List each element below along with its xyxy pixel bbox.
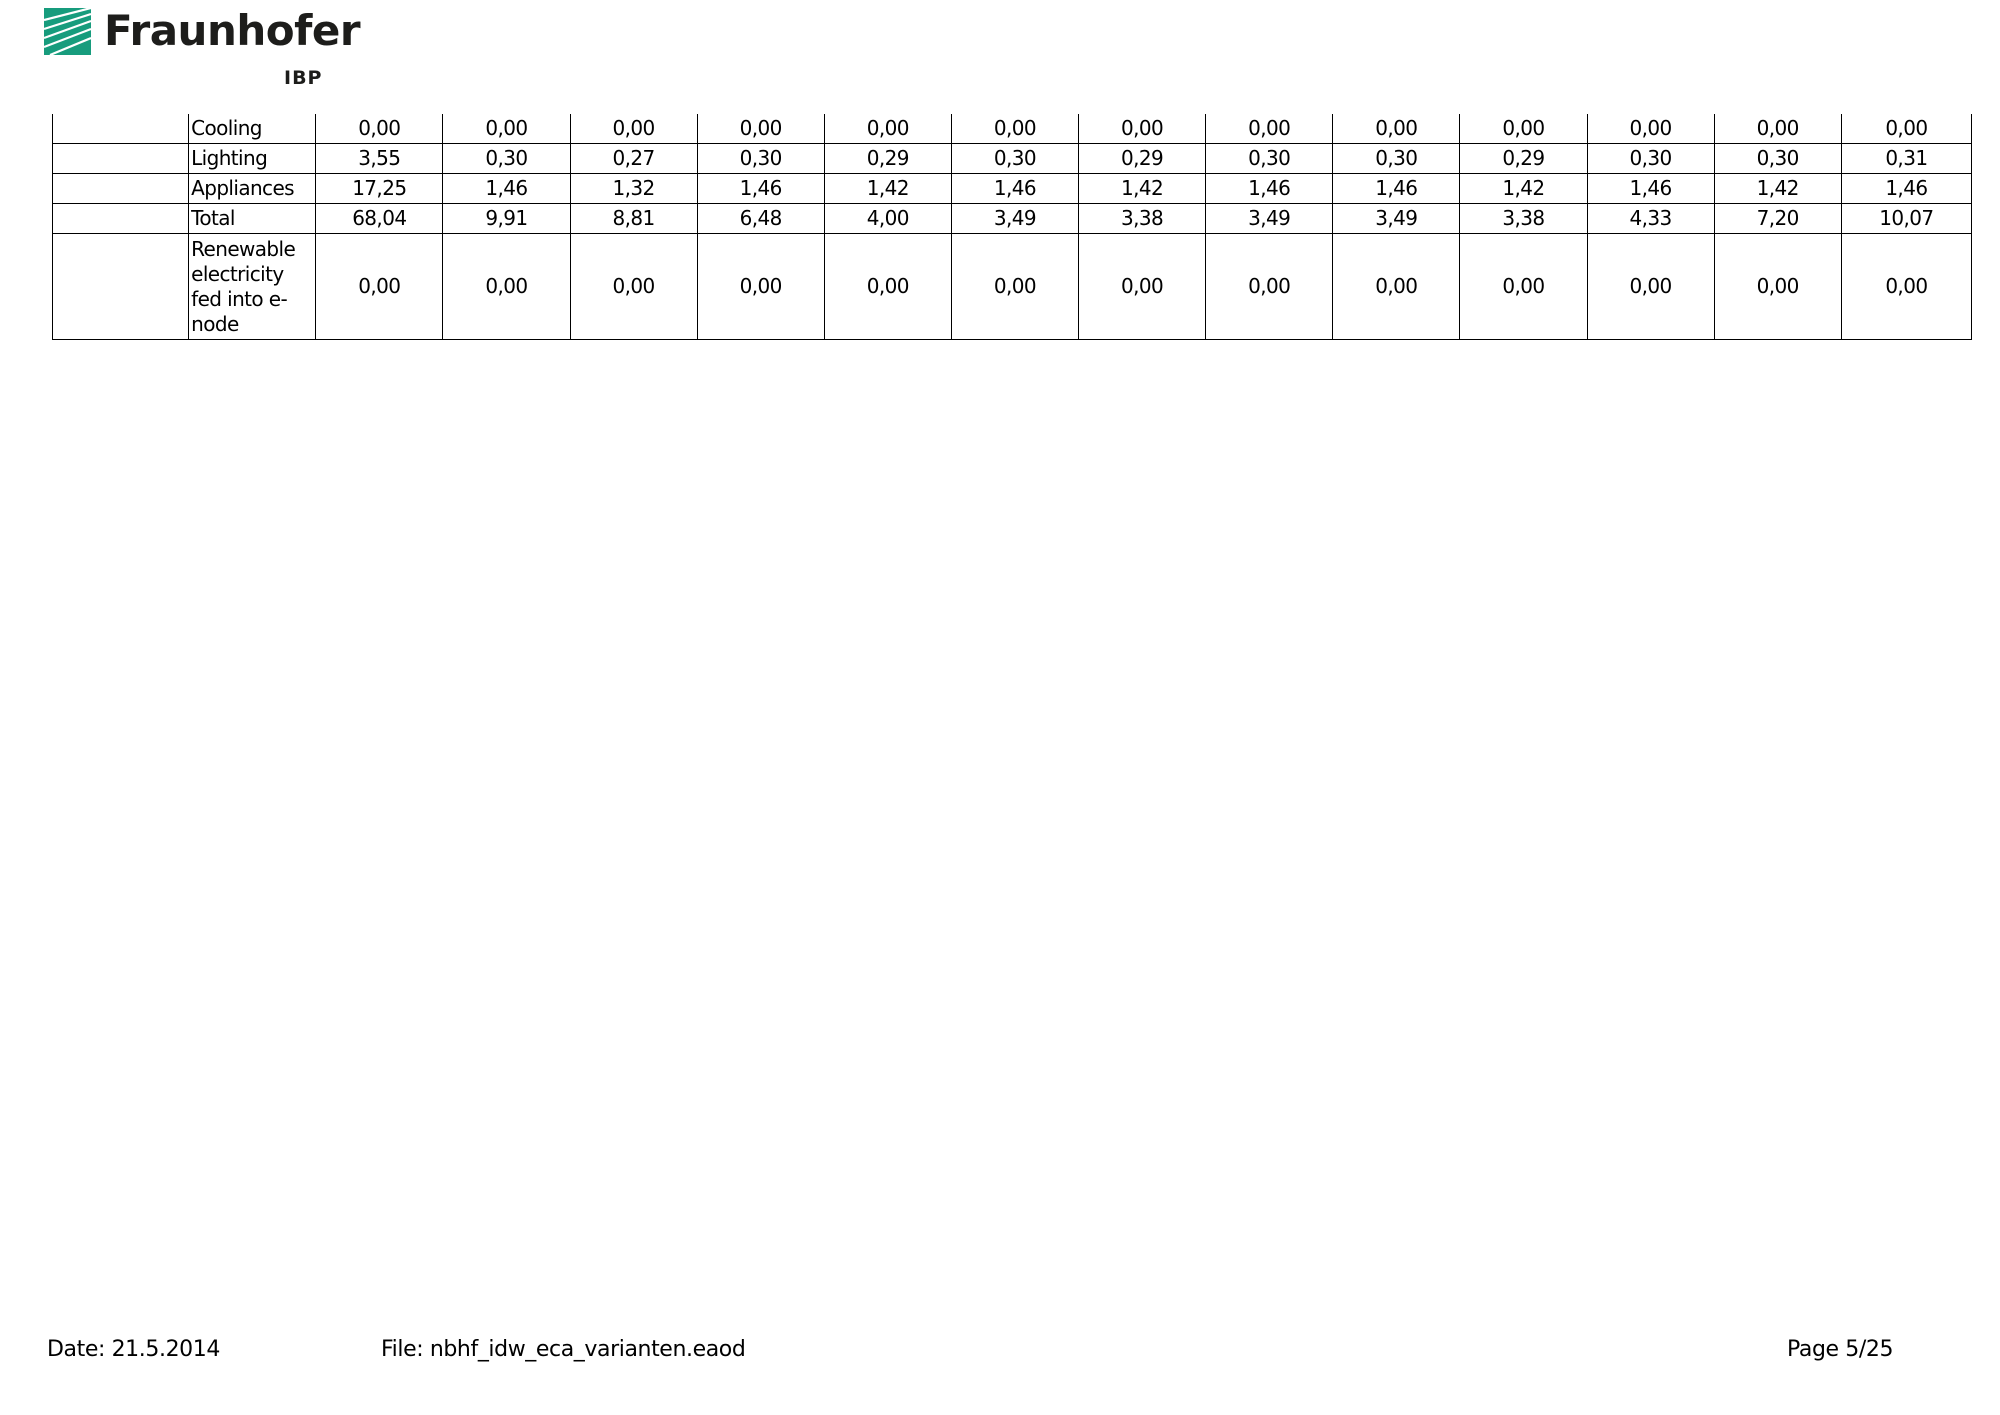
group-cell (53, 144, 189, 174)
group-cell (53, 234, 189, 340)
value-cell: 4,00 (824, 204, 951, 234)
table-row (53, 174, 1972, 204)
value-cell: 0,30 (1333, 144, 1460, 174)
value-cell: 68,04 (316, 204, 443, 234)
value-cell: 3,55 (316, 144, 443, 174)
group-cell (53, 204, 189, 234)
value-cell: 1,42 (1460, 174, 1587, 204)
value-cell: 0,00 (697, 234, 824, 340)
group-cell (53, 174, 189, 204)
footer-file: File: nbhf_idw_eca_varianten.eaod (381, 1337, 746, 1362)
value-cell: 1,46 (1333, 174, 1460, 204)
footer-date: Date: 21.5.2014 (47, 1337, 220, 1362)
value-cell: 0,00 (1460, 114, 1587, 144)
value-cell: 0,00 (1587, 114, 1714, 144)
value-cell: 9,91 (443, 204, 570, 234)
value-cell: 1,46 (443, 174, 570, 204)
value-cell: 0,30 (1206, 144, 1333, 174)
table-row (53, 144, 1972, 174)
value-cell: 0,00 (1841, 234, 1971, 340)
value-cell: 1,46 (1587, 174, 1714, 204)
brand-name: Fraunhofer (104, 6, 361, 55)
value-cell: 0,00 (570, 234, 697, 340)
value-cell: 0,00 (316, 234, 443, 340)
value-cell: 0,00 (1841, 114, 1971, 144)
value-cell: 0,00 (824, 114, 951, 144)
value-cell: 0,30 (697, 144, 824, 174)
value-cell: 0,30 (443, 144, 570, 174)
value-cell: 3,38 (1079, 204, 1206, 234)
value-cell: 0,00 (1714, 114, 1841, 144)
value-cell: 17,25 (316, 174, 443, 204)
value-cell: 6,48 (697, 204, 824, 234)
value-cell: 7,20 (1714, 204, 1841, 234)
value-cell: 0,30 (1714, 144, 1841, 174)
value-cell: 0,00 (316, 114, 443, 144)
value-cell: 0,00 (1079, 114, 1206, 144)
value-cell: 0,00 (1460, 234, 1587, 340)
value-cell: 0,00 (1206, 114, 1333, 144)
value-cell: 0,00 (1206, 234, 1333, 340)
value-cell: 1,46 (1206, 174, 1333, 204)
value-cell: 1,42 (824, 174, 951, 204)
value-cell: 0,00 (443, 234, 570, 340)
value-cell: 0,00 (824, 234, 951, 340)
value-cell: 3,49 (1206, 204, 1333, 234)
value-cell: 0,00 (951, 114, 1078, 144)
group-cell (53, 114, 189, 144)
row-label: Cooling (189, 114, 316, 144)
value-cell: 1,42 (1079, 174, 1206, 204)
value-cell: 1,46 (1841, 174, 1971, 204)
value-cell: 0,00 (1079, 234, 1206, 340)
value-cell: 0,00 (1714, 234, 1841, 340)
value-cell: 0,29 (1460, 144, 1587, 174)
value-cell: 0,31 (1841, 144, 1971, 174)
row-label: Renewable electricity fed into e-node (189, 234, 316, 340)
fraunhofer-mark-icon (44, 8, 91, 55)
value-cell: 0,00 (1587, 234, 1714, 340)
value-cell: 0,30 (1587, 144, 1714, 174)
row-label: Appliances (189, 174, 316, 204)
value-cell: 4,33 (1587, 204, 1714, 234)
value-cell: 1,32 (570, 174, 697, 204)
value-cell: 0,27 (570, 144, 697, 174)
brand-unit: IBP (284, 67, 323, 89)
value-cell: 1,42 (1714, 174, 1841, 204)
value-cell: 0,00 (951, 234, 1078, 340)
footer-page-number: Page 5/25 (1787, 1337, 1894, 1362)
value-cell: 3,49 (951, 204, 1078, 234)
value-cell: 0,00 (1333, 114, 1460, 144)
table-row (53, 234, 1972, 340)
value-cell: 3,49 (1333, 204, 1460, 234)
row-label: Total (189, 204, 316, 234)
value-cell: 0,00 (570, 114, 697, 144)
energy-table (52, 114, 1972, 340)
table-row (53, 204, 1972, 234)
value-cell: 0,29 (1079, 144, 1206, 174)
value-cell: 0,00 (443, 114, 570, 144)
value-cell: 0,00 (697, 114, 824, 144)
table-row (53, 114, 1972, 144)
value-cell: 3,38 (1460, 204, 1587, 234)
value-cell: 1,46 (951, 174, 1078, 204)
row-label: Lighting (189, 144, 316, 174)
value-cell: 0,00 (1333, 234, 1460, 340)
value-cell: 1,46 (697, 174, 824, 204)
value-cell: 10,07 (1841, 204, 1971, 234)
fraunhofer-logo (44, 6, 361, 90)
value-cell: 8,81 (570, 204, 697, 234)
value-cell: 0,30 (951, 144, 1078, 174)
value-cell: 0,29 (824, 144, 951, 174)
